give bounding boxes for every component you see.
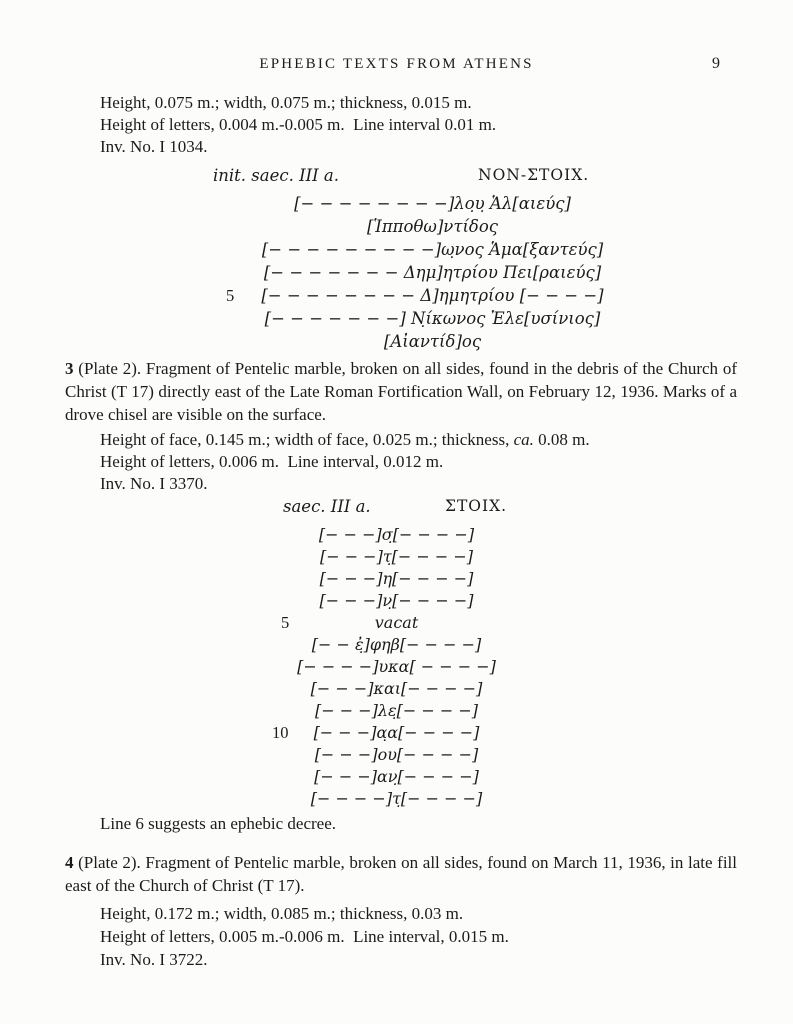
entry-number: 3: [65, 359, 74, 378]
greek-line: [Αἰαντίδ]ος: [383, 332, 482, 351]
greek-line: [− − − −]υκα[ − − − −]: [297, 657, 496, 676]
greek-line: [0, 612, 793, 634]
inventory-number: Inv. No. I 3370.: [100, 474, 208, 493]
inscription-date: saec. III a.: [283, 497, 371, 516]
greek-line: [− − ἐ̣]φηβ[− − − −]: [311, 635, 482, 654]
commentary-note: Line 6 suggests an ephebic decree.: [100, 814, 337, 833]
greek-line: [0, 284, 793, 307]
entry-description: (Plate 2). Fragment of Pentelic marble, broken on all sides, found in the debris of the Church of Christ (T 17) directly east of the Late Roman Fortification Wall, on February 12, 1936. Marks of a drove chisel are visible on the surface.: [65, 359, 737, 424]
greek-line: [− − −]η[− − − −]: [319, 569, 474, 588]
inscription-arrangement: NON-ΣΤΟΙΧ.: [478, 166, 590, 184]
inventory-number: Inv. No. I 3722.: [100, 950, 208, 969]
inscription-a: [0, 192, 793, 353]
entry-description: (Plate 2). Fragment of Pentelic marble, broken on all sides, found on March 11, 1936, in late fill east of the Church of Christ (T 17).: [65, 853, 737, 895]
greek-line: [− − − − − − − −]λο̣υ̣ Ἁλ[αιεύς]: [294, 194, 571, 213]
greek-line: [0, 722, 793, 744]
greek-line: [− − − − − − − − −]ω̣νος Ἁμα[ξαντεύς]: [261, 240, 604, 259]
inscription-arrangement: ΣΤΟΙΧ.: [445, 497, 508, 515]
inventory-number: Inv. No. I 1034.: [100, 137, 208, 156]
greek-line: [− − −]σ̣[− − − −]: [318, 525, 475, 544]
greek-line: [− − − − − − − Δημ]ητρίου Πει[ραιεύς]: [263, 263, 602, 282]
greek-line-text: [− − − − − − − − Δ]ημητρίου [− − − −]: [261, 286, 604, 305]
inscription-date: init. saec. III a.: [213, 166, 339, 185]
entry4-paragraph: [65, 851, 737, 897]
running-head: [0, 53, 793, 75]
greek-line: [− − −]αν̣[− − − −]: [314, 767, 479, 786]
greek-line: [− − −]λε̣[− − − −]: [315, 701, 478, 720]
inscription-b: [0, 524, 793, 810]
measurement-line: Height, 0.172 m.; width, 0.085 m.; thickness, 0.03 m.: [100, 904, 464, 923]
measurement-line: Height of letters, 0.005 m.-0.006 m. Line interval, 0.015 m.: [100, 927, 509, 946]
line-number: 5: [226, 286, 235, 305]
measurement-text: Height of face, 0.145 m.; width of face, 0.025 m.; thickness,: [100, 430, 514, 449]
entry3-measurements: [100, 429, 590, 495]
line-number: 10: [272, 723, 289, 742]
measurement-line: [100, 429, 590, 451]
vacat-label: vacat: [374, 613, 419, 632]
measurement-line: Height, 0.075 m.; width, 0.075 m.; thickness, 0.015 m.: [100, 93, 472, 112]
circa-abbrev: ca.: [513, 430, 534, 449]
greek-line: [− − − −]τ̣[− − − −]: [310, 789, 483, 808]
measurement-line: Height of letters, 0.004 m.-0.005 m. Line interval 0.01 m.: [100, 115, 497, 134]
greek-line: [Ἱπποθω]ντίδος: [366, 217, 499, 236]
page-number: 9: [712, 55, 720, 72]
greek-line: [− − −]τ̣[− − − −]: [319, 547, 474, 566]
greek-line: [− − −]ου[− − − −]: [314, 745, 479, 764]
line-number: 5: [281, 613, 290, 632]
entry3-paragraph: [65, 357, 737, 426]
greek-line: [− − − − − − −] Ν̣ίκωνος Ἐλε[υσίνιος]: [264, 309, 601, 328]
inscription-a-heading: [0, 166, 793, 188]
entry-number: 4: [65, 853, 74, 872]
measurement-text: 0.08 m.: [533, 430, 590, 449]
greek-line: [− − −]και[− − − −]: [310, 679, 483, 698]
greek-line-text: [− − −]α̣α[− − − −]: [313, 723, 480, 742]
entry2-measurements: [100, 92, 496, 158]
entry4-measurements: [100, 902, 509, 971]
page-title: EPHEBIC TEXTS FROM ATHENS: [259, 56, 534, 72]
measurement-line: Height of letters, 0.006 m. Line interval, 0.012 m.: [100, 452, 444, 471]
inscription-b-heading: [0, 497, 793, 519]
greek-line: [− − −]ν̣[− − − −]: [319, 591, 474, 610]
